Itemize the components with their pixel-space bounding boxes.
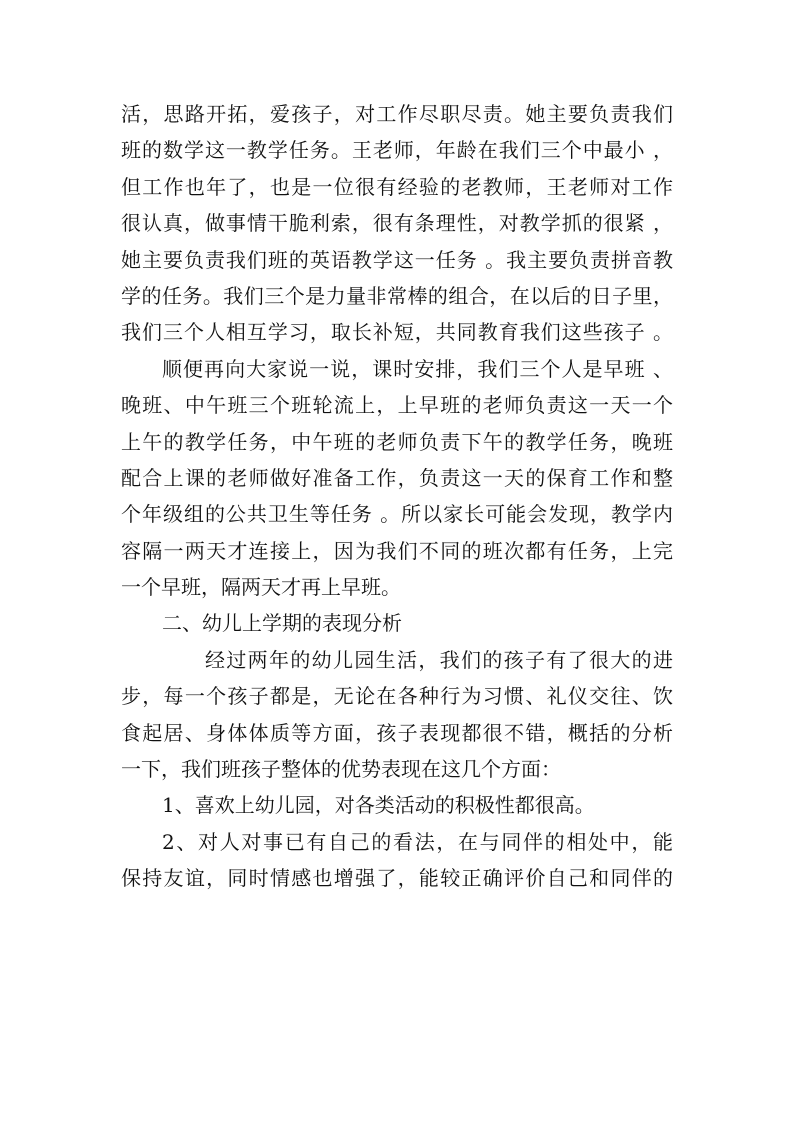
text-line: 很认真，做事情干脆利索，很有条理性，对教学抓的很紧 ， bbox=[121, 211, 673, 236]
text-line: 食起居、身体体质等方面，孩子表现都很不错，概括的分析 bbox=[121, 720, 673, 745]
text-line: 一下，我们班孩子整体的优势表现在这几个方面： bbox=[121, 757, 561, 782]
text-line: 但工作也年了，也是一位很有经验的老教师，王老师对工作 bbox=[121, 174, 673, 199]
text-line: 步，每一个孩子都是，无论在各种行为习惯、礼仪交往、饮 bbox=[121, 684, 673, 709]
text-line: 容隔一两天才连接上，因为我们不同的班次都有任务，上完 bbox=[121, 538, 673, 563]
text-line: 她主要负责我们班的英语教学这一任务 。我主要负责拼音教 bbox=[121, 247, 673, 272]
text-line: 学的任务。我们三个是力量非常棒的组合，在以后的日子里， bbox=[121, 283, 673, 308]
list-item: 1、喜欢上幼儿园，对各类活动的积极性都很高。 bbox=[162, 793, 595, 818]
text-line: 我们三个人相互学习，取长补短，共同教育我们这些孩子 。 bbox=[121, 320, 673, 345]
text-line: 晚班、中午班三个班轮流上，上早班的老师负责这一天一个 bbox=[121, 393, 673, 418]
text-line: 配合上课的老师做好准备工作，负责这一天的保育工作和整 bbox=[121, 465, 673, 490]
text-line: 上午的教学任务，中午班的老师负责下午的教学任务，晚班 bbox=[121, 429, 673, 454]
list-item: 2、对人对事已有自己的看法，在与同伴的相处中，能 bbox=[162, 829, 673, 854]
document-body bbox=[121, 96, 673, 897]
text-line: 活，思路开拓，爱孩子，对工作尽职尽责。她主要负责我们 bbox=[121, 102, 673, 126]
text-line: 保持友谊，同时情感也增强了，能较正确评价自己和同伴的 bbox=[121, 866, 673, 891]
paragraph-start-line: 顺便再向大家说一说，课时安排，我们三个人是早班 、 bbox=[162, 356, 673, 381]
paragraph-start-line: 经过两年的幼儿园生活，我们的孩子有了很大的进 bbox=[205, 647, 673, 672]
text-line: 个年级组的公共卫生等任务 。所以家长可能会发现，教学内 bbox=[121, 502, 673, 527]
text-line: 班的数学这一教学任务。王老师，年龄在我们三个中最小 ， bbox=[121, 138, 673, 163]
text-line: 一个早班，隔两天才再上早班。 bbox=[121, 575, 401, 600]
section-heading: 二、幼儿上学期的表现分析 bbox=[162, 611, 402, 636]
